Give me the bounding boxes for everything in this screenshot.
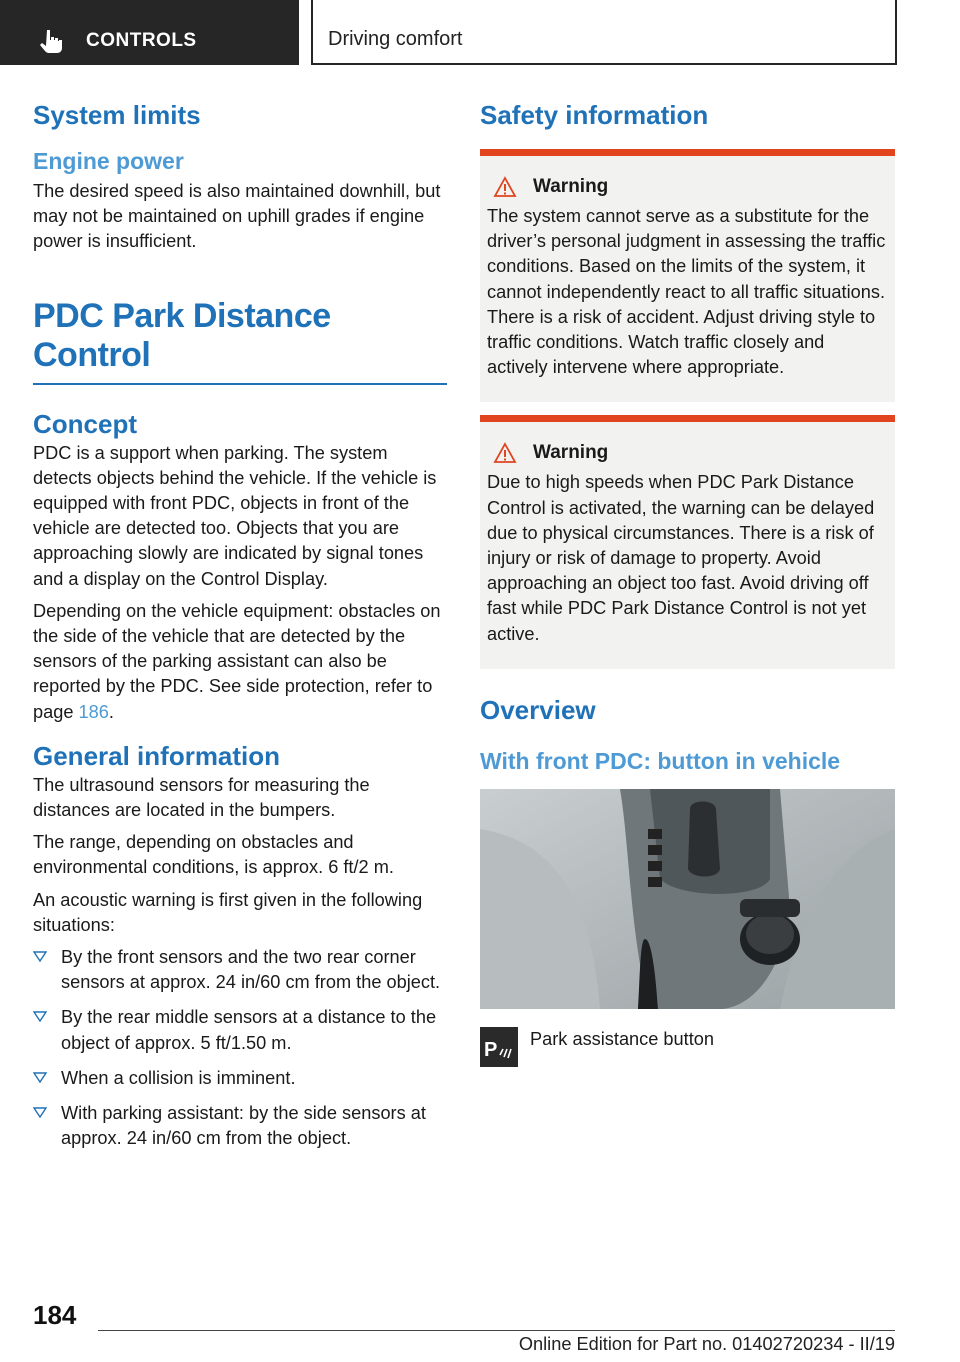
warning-triangle-icon [493, 442, 517, 464]
caption-text: Park assistance button [530, 1028, 714, 1049]
general-paragraph-2: The range, depending on obstacles and environmental conditions, is approx. 6 ft/2 m. [33, 832, 394, 878]
bullet-triangle-icon [33, 1105, 47, 1119]
bullet-triangle-icon [33, 1070, 47, 1084]
list-item-text: With parking assistant: by the side sensors at approx. 24 in/60 cm from the object. [61, 1103, 426, 1149]
heading-overview: Overview [480, 694, 596, 725]
concept-paragraph-2-end: . [108, 701, 114, 722]
svg-text:P: P [484, 1038, 498, 1061]
warning-situations-list [33, 945, 447, 1151]
section-tab [0, 0, 299, 65]
warning-title: Warning [533, 176, 609, 197]
warning-text: The system cannot serve as a substitute for the driver’s personal judgment in assessing the traffic conditions. Based on the limits of the system, it cannot independently react to all traffic situations. There is a risk of accident. Adjust driving style to traffic conditions. Watch traffic closely and actively intervene where appropriate. [487, 206, 886, 378]
concept-paragraph-2-text: Depending on the vehicle equipment: obstacles on the side of the vehicle that are detected by the sensors of the parking assistant can also be reported by the PDC. See side protection, refer to page [33, 600, 441, 722]
right-column [480, 100, 895, 1067]
section-title: CONTROLS [86, 30, 197, 51]
general-paragraph-1: The ultrasound sensors for measuring the distances are located in the bumpers. [33, 774, 370, 821]
page-reference-link[interactable]: 186 [78, 701, 109, 722]
list-item-text: By the rear middle sensors at a distance to the object of approx. 5 ft/1.50 m. [61, 1007, 437, 1053]
heading-safety-information: Safety information [480, 100, 709, 130]
concept-paragraph-2 [33, 599, 447, 725]
warning-title-row [493, 176, 888, 198]
warning-box [480, 415, 895, 668]
heading-engine-power: Engine power [33, 148, 184, 174]
list-item [33, 945, 447, 995]
engine-power-text: The desired speed is also maintained downhill, but may not be maintained on uphill grades if engine power is insufficient. [33, 181, 441, 252]
heading-front-pdc: With front PDC: button in vehicle [480, 747, 841, 774]
footer-rule [98, 1330, 895, 1331]
concept-paragraph-1: PDC is a support when parking. The system detects objects behind the vehicle. If the vehicle is equipped with front PDC, objects in front of the vehicle are detected too. Objects that you are approaching slowly are indicated by signal tones and a display on the Control Display. [33, 442, 437, 589]
footer-edition: Online Edition for Part no. 01402720234 - II/19 [518, 1334, 895, 1354]
list-item [33, 1066, 447, 1091]
list-item-text: When a collision is imminent. [61, 1067, 296, 1088]
hand-pointer-icon [38, 27, 66, 55]
chapter-title: Driving comfort [328, 28, 463, 50]
chapter-header [311, 0, 897, 65]
heading-concept: Concept [33, 408, 137, 439]
warning-box [480, 149, 895, 402]
heading-pdc: PDC Park Distance Control [33, 297, 447, 385]
park-assist-button-icon [480, 1027, 518, 1067]
bullet-triangle-icon [33, 949, 47, 963]
warning-text: Due to high speeds when PDC Park Distance Control is activated, the warning can be delayed due to physical circumstances. There is a risk of injury or risk of damage to property. Avoid approaching an object too fast. Avoid driving off fast while PDC Park Distance Control is not yet active. [487, 472, 875, 644]
page-number: 184 [33, 1300, 77, 1330]
warning-title-row [493, 442, 888, 464]
list-item [33, 1005, 447, 1055]
list-item-text: By the front sensors and the two rear corner sensors at approx. 24 in/60 cm from the object. [61, 947, 441, 993]
general-paragraph-3: An acoustic warning is first given in the following situations: [33, 889, 423, 935]
bullet-triangle-icon [33, 1009, 47, 1023]
warning-triangle-icon [493, 176, 517, 198]
caption-row [480, 1027, 895, 1067]
left-column [33, 100, 447, 1161]
warning-title: Warning [533, 442, 609, 464]
heading-system-limits: System limits [33, 100, 201, 130]
heading-general-information: General information [33, 740, 281, 771]
list-item [33, 1101, 447, 1151]
center-console-photo [480, 789, 895, 1009]
